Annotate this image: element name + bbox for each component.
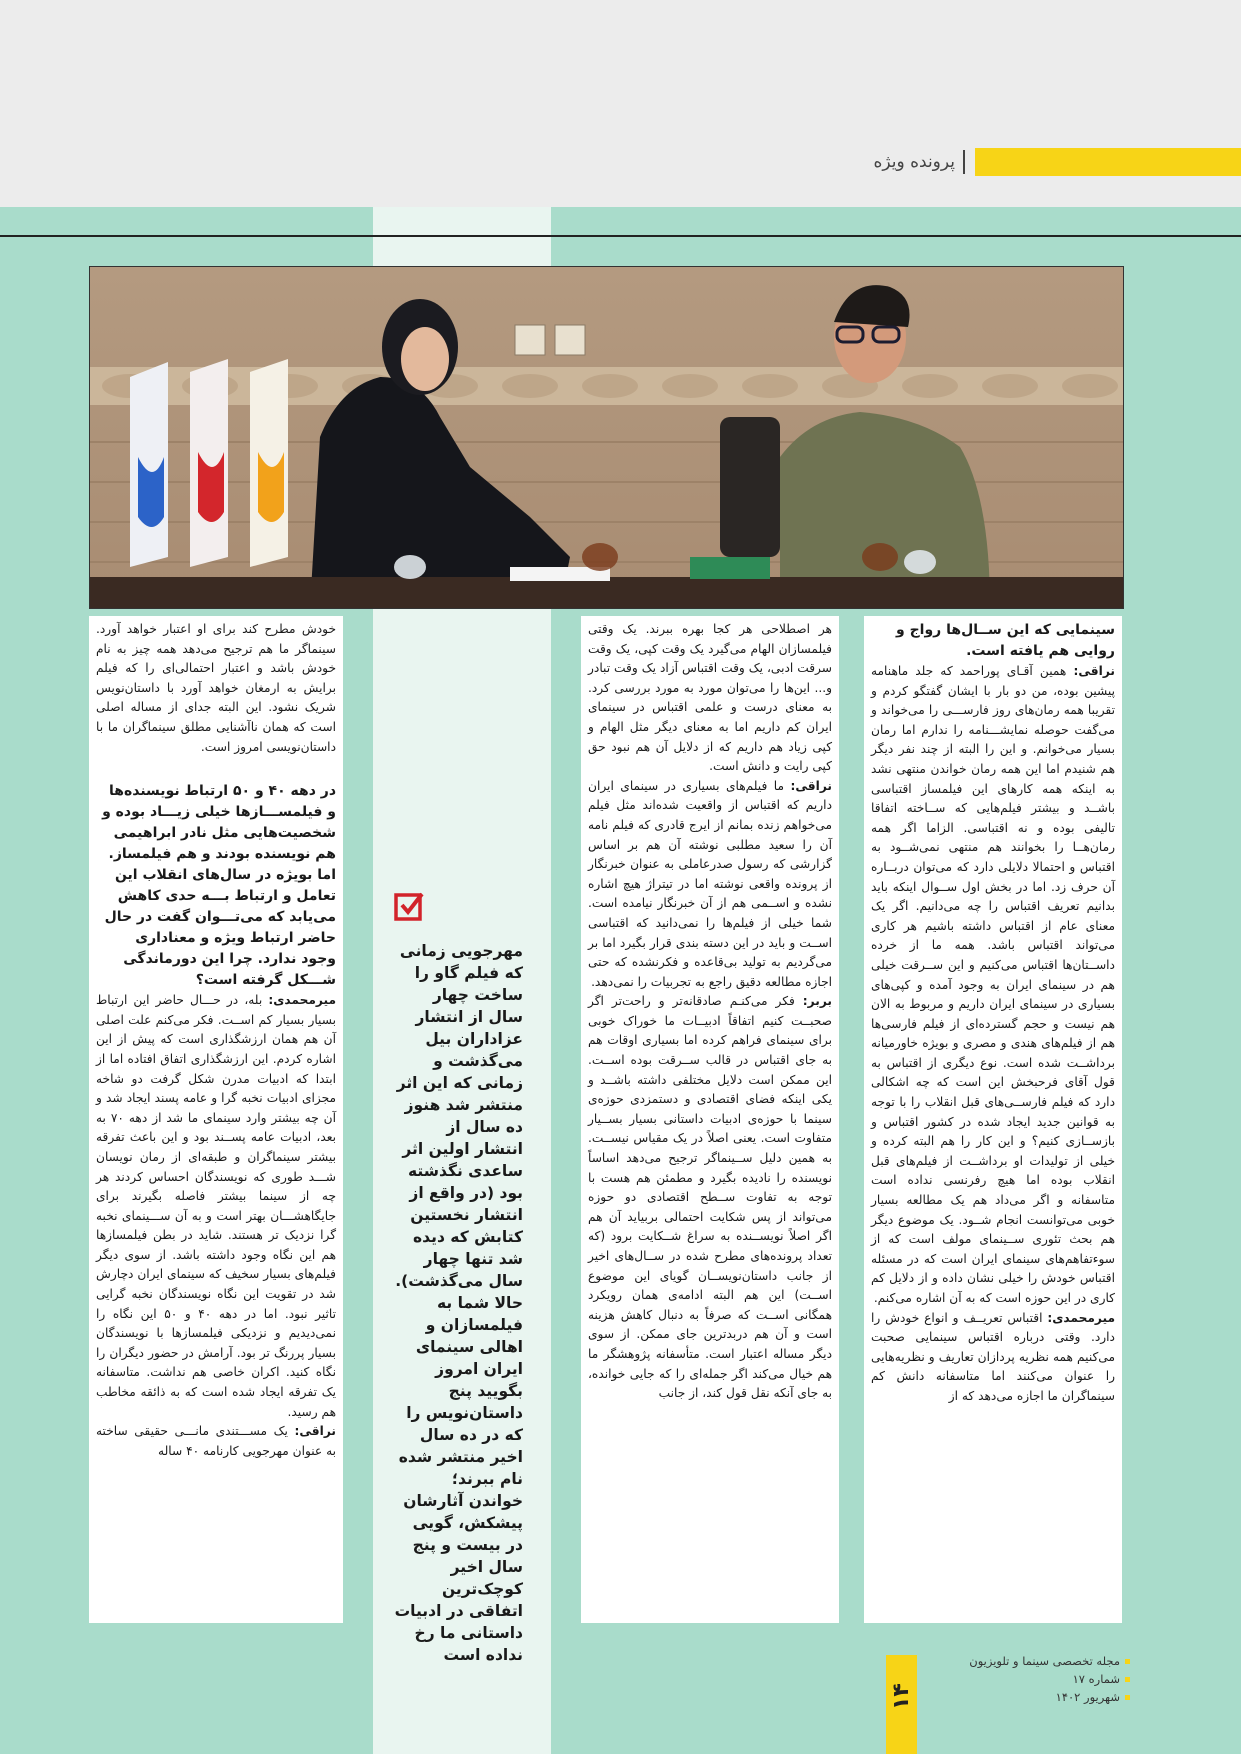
question-heading: سینمایی که این ســال‌ها رواج و روایی هم یافته است. [896,622,1115,659]
interview-photo-illustration [90,267,1123,608]
paragraph-text: خودش مطرح کند برای او اعتبار خواهد آورد. سینماگر ما هم ترجیح می‌دهد همه چیز به نام خودش باشد و اعتبار احتمالی‌ای را که فیلم برایش به ارمغان خواهد آورد با داستان‌نویس شریک نشود. این البته جدای از مساله اصلی است که همان ناآشنایی مطلق سینماگران ما با داستان‌نویسی امروز است. [96,622,336,754]
paragraph-text: یک مســـتندی مانـــی حقیقی ساخته به عنوان مهرجویی کارنامه ۴۰ ساله [96,1424,336,1458]
paragraph [588,992,832,1403]
paragraph-text: هر اصطلاحی هر کجا بهره ببرند. یک وقتی فیلمسازان الهام می‌گیرد یک وقت کپی، یک وقت سرقت ادبی، یک وقت اقتباس آزاد یک وقت تبادر و... این‌ها را می‌توان مورد به مورد بررسی کرد. به معنای درست و علمی اقتباس در سینمای ایران کم داریم اما به معنای دیگر مثل الهام و کپی زیاد هم داریم که از دلایل آن هم نبود حق کپی رایت و دانش است. [588,622,832,774]
paragraph-text: بله، در حـــال حاضر این ارتباط بسیار بسیار کم اســت. فکر می‌کنم علت اصلی آن هم همان ارزشگذاری است که پیش از این اشاره کردم. این ارزشگذاری اتفاق افتاده اما از ابتدا که ادبیات مدرن شکل گرفت دو شاخه مجزای ادبیات نخبه گرا و عامه پسند ایجاد شد و آن چه بیشتر وارد سینمای ما شد از دهه ۷۰ به بعد، ادبیات عامه پســند بود و این باعث تفرقه بیشتر سینماگران و طبقه‌ای از رمان نویسان شـــد طوری که نویسندگان احساس کردند هر چه از سینما بیشتر فاصله بگیرند برای جایگاهشـــان بهتر است و به آن ســـینمای نخبه گرا نزدیک تر هستند. شاید در بطن فیلمسازها هم این نگاه وجود داشته باشد. از سوی دیگر فیلم‌های بسیار سخیف که سینمای ایران دچارش شد در تقویت این نگاه نویسندگان نخبه گرایی تاثیر نبود. اما در دهه ۴۰ و ۵۰ این نگاه را نمی‌دیدیم و نزدیکی فیلمسازها با نویسندگان بسیار پررنگ تر بود. آرامش در حضور دیگران را نگاه کنید. اکران خاصی هم نداشت. متاسفانه یک تفرقه ایجاد شده است که به ذائقه مخاطب هم رسید. [96,993,336,1419]
paragraph-text: ما فیلم‌های بسیاری در سینمای ایران داریم که اقتباس از واقعیت شده‌اند مثل فیلم می‌خواهم زنده بمانم از ایرج قادری که فیلم نامه آن را سعید مطلبی نوشته آن هم بر اساس گزارشی که رسول صدرعاملی به عنوان خبرنگار از پرونده واقعی نوشته اما در تیتراژ هیچ اشاره نشده و اســمی هم از آن خبرنگار نیامده است. شما خیلی از فیلم‌ها را نمی‌دانید که اقتباسی اســت و باید در این دسته بندی قرار بگیرد اما بر می‌گردیم به تولید بی‌قاعده و فکرنشده که حتی اجازه مطالعه دقیق راجع به تجربیات را نمی‌دهد. [588,778,832,989]
meta-line [930,1670,1130,1688]
interview-photo [89,266,1124,609]
speaker-label: نراقی: [1073,664,1115,678]
paragraph-text: اقتباس تعریــف و انواع خودش را دارد. وقتی درباره اقتباس سینمایی صحبت می‌کنیم همه نظریه پردازان تعاریف و نظریه‌هایی را عنوان می‌کنند اما متاسفانه دانش کم سینماگران ما اجازه می‌دهد که از [871,1310,1115,1403]
title-separator [963,150,965,174]
bullet-icon [1125,1659,1130,1664]
checkmark-box-icon [394,891,424,921]
header-rule [0,235,1241,237]
paragraph [871,662,1115,1309]
article-column-4 [89,616,343,1623]
speaker-label: نراقی: [294,1424,336,1439]
paragraph [871,1309,1115,1407]
page-number: ۱۴ [889,1683,914,1711]
bullet-icon [1125,1695,1130,1700]
question-heading: در دهه ۴۰ و ۵۰ ارتباط نویسنده‌ها و فیلمســـازها خیلی زیـــاد بوده و شخصیت‌هایی مثل نادر ابراهیمی هم نویسنده بودند و هم فیلمساز. اما بویژه در سال‌های انقلاب این تعامل و ارتباط بـــه حدی کاهش می‌یابد که می‌تـــوان گفت در حال حاضر ارتباط ویژه و معناداری وجود ندارد. چرا این دورماندگی شـــکل گرفته است؟ [102,783,336,989]
article-column-1 [864,616,1122,1623]
pull-quote: مهرجویی زمانی که فیلم گاو را ساخت چهار سال از انتشار عزاداران بیل می‌گذشت و زمانی که این اثر منتشر شد هنوز ده سال از انتشار اولین اثر ساعدی نگذشته بود (در واقع از انتشار نخستین کتابش که دیده شد تنها چهار سال می‌گذشت). حالا شما به فیلمسازان و اهالی سینمای ایران امروز بگویید پنج داستان‌نویس را که در ده سال اخیر منتشر شده نام ببرند؛ خواندن آثارشان پیشکش، گویی در بیست و پنج سال اخیر کوچک‌ترین اتفاقی در ادبیات داستانی ما رخ نداده است [394,942,523,1664]
magazine-name: مجله تخصصی سینما و تلویزیون [969,1654,1120,1668]
speaker-label: میرمحمدی: [268,993,337,1008]
article-column-2 [581,616,839,1623]
section-title-text: پرونده ویژه [873,152,955,172]
section-title [820,146,965,178]
speaker-label: میرمحمدی: [1047,1310,1116,1325]
speaker-label: بربر: [802,994,832,1009]
paragraph [96,991,336,1422]
meta-line [930,1688,1130,1706]
issue-number: شماره ۱۷ [1072,1672,1120,1686]
section-accent-bar [975,148,1241,176]
paragraph-text: همین آقـای پوراحمد که جلد ماهنامه پیشین بوده، من دو بار با ایشان گفتگو کردم و تقریبا همه رمان‌های روز فارســـی را می‌خواند و می‌گفت حوصله نمایشـــنامه را ندارم اما رمان بسیار می‌خوانم. و این را البته از چند نفر دیگر هم شنیدم اما این همه رمان خواندن منتهی نشد به اینکه همه کارهای این فیلمساز اقتباسی باشــد و بیشتر فیلم‌هایی که ســاخته اتفاقا تالیفی بوده و نه اقتباسی. الزاما اگر همه رمان‌هــا را بخوانند هم منتهی نمی‌شــود به اقتباس و احتمالا دلایلی دارد که می‌توان دربــاره آن حرف زد. اما در بخش اول ســوال اینکه باید بدانیم تعریف اقتباس را چه می‌دانیم. اگر یک معنای عام از اقتباس داشته باشیم هر کاری می‌تواند اقتباس باشد. همه ما از خرده داســتان‌ها اقتباس می‌کنیم و این ســرقت خیلی هم در سینمای ایران به وجود آمده و کپی‌های بسیاری در سینمای ایران داریم و مربوط به الان هم نیست و حجم گسترده‌ای از فیلم فارسی‌ها هم از فیلم‌های هندی و مصری و بویژه خاورمیانه برداشــت شده است. نوع دیگری از اقتباس به قول آقای فرحبخش این است که چه اشکالی دارد که فیلم فارســی‌های قبل انقلاب را با توجه به قوانین جدید ایجاد شده در کشور اقتباس و بازســازی کنیم؟ و این کار را هم البته کرده و خیلی از تولیدات او برداشــت از فیلم‌های قبل انقلاب بوده اما هیچ رفرنسی نداده است متاسفانه و اگر می‌داد هم یک مطالعه بسیار خوبی می‌توانست انجام شــود. یک موضوع دیگر هم بحث تئوری ســینمای مولف است که از سوءتفاهم‌های سینمای ایران است که در مسئله اقتباس خودش را خیلی نشان داده و از دلایل کم کاری در این حوزه است که به آن اشاره می‌کنم. [871,664,1115,1305]
paragraph [588,777,832,993]
issue-date: شهریور ۱۴۰۲ [1055,1690,1120,1704]
meta-line [930,1652,1130,1670]
bullet-icon [1125,1677,1130,1682]
paragraph-text: فکر می‌کنـم صادقانه‌تر و راحت‌تر اگر صحبــت کنیم اتفاقاً ادبیــات ما خوراک خوبی برای سینمای فراهم کرده اما بسیاری اوقات هم به جای اقتباس در قالب ســرقت بوده اســت. این ممکن است دلایل مختلفی داشته باشــد و یکی اینکه فضای اقتصادی و دستمزدی حوزه‌ی سینما با حوزه‌ی ادبیات داستانی بسیار بســیار متفاوت است. یعنی اصلاً در یک مقیاس نیســت. به همین دلیل ســینماگر ترجیح می‌دهد اساساً نویسنده را نادیده بگیرد و مطمئن هم هست با توجه به تفاوت ســطح اقتصادی دو حوزه می‌تواند از پس شکایت احتمالی بربیاید آن هم اگر اصلاً نویســنده به سراغ شــکایت برود (که تعداد پرونده‌های مطرح شده در ســال‌های اخیر از جانب داستان‌نویســان گویای این موضوع اســت) این هم البته ادامه‌ی همان رویکرد همگانی اســت که صرفاً به دنبال کاهش هزینه است و آن هم دربدترین جای ممکن. از سوی دیگر مساله اعتبار است. متأسفانه پژوهشگر ما هم خیال می‌کند اگر جمله‌ای را که جایی خوانده، به جای آنکه نقل قول کند، از جانب [588,994,832,1401]
magazine-meta [930,1652,1130,1706]
paragraph [96,1422,336,1461]
speaker-label: نراقی: [790,778,832,793]
